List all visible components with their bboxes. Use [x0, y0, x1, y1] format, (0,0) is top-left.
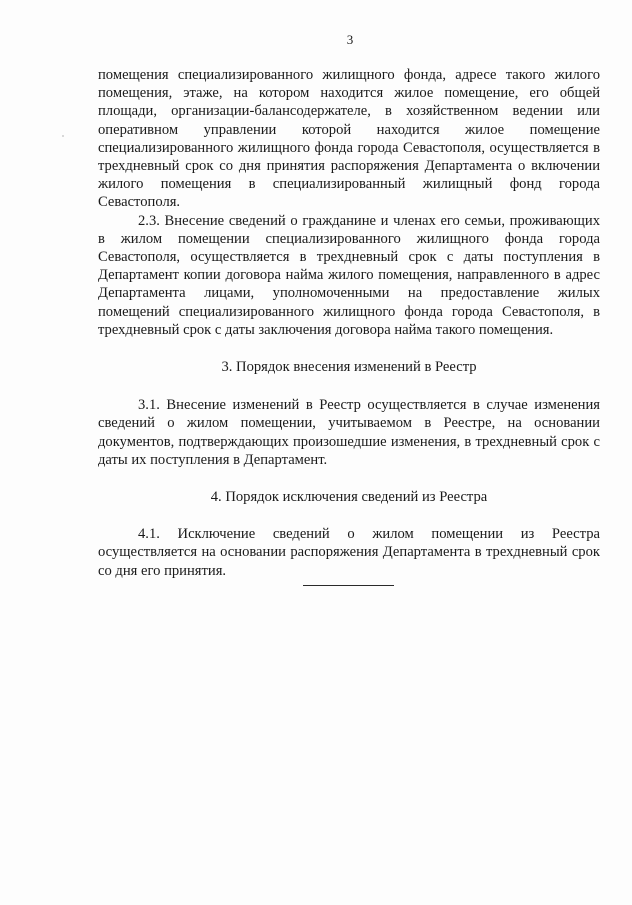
- section-heading-4: 4. Порядок исключения сведений из Реестра: [210, 489, 488, 506]
- section-heading-3: 3. Порядок внесения изменений в Реестр: [221, 359, 477, 376]
- document-body: [98, 66, 600, 580]
- scan-speck: [62, 135, 64, 137]
- paragraph-2-3: 2.3. Внесение сведений о гражданине и членах его семьи, проживающих в жилом помещении специализированного жилищного фонда города Севастополя, осуществляется в трехдневный срок с даты поступления в Департамент копии договора найма жилого помещения, направленного в адрес Департамента лицами, уполномоченными на предоставление жилых помещений специализированного жилищного фонда города Севастополя, в трехдневный срок с даты заключения договора найма такого помещения.: [98, 212, 600, 338]
- paragraph-continuation: помещения специализированного жилищного фонда, адресе такого жилого помещения, этаже, на котором находится жилое помещение, его общей площади, организации-балансодержателе, в хозяйственном ведении или оперативном управлении которой находится жилое помещение специализированного жилищного фонда города Севастополя, осуществляется в трехдневный срок со дня принятия распоряжения Департамента о включении жилого помещения в специализированный жилищный фонд города Севастополя.: [98, 67, 600, 211]
- page-number: 3: [346, 32, 354, 47]
- end-of-text-rule: [303, 585, 394, 586]
- paragraph-4-1: 4.1. Исключение сведений о жилом помещении из Реестра осуществляется на основании распоряжения Департамента в трехдневный срок со дня его принятия.: [98, 526, 600, 579]
- paragraph-3-1: 3.1. Внесение изменений в Реестр осуществляется в случае изменения сведений о жилом помещении, учитываемом в Реестре, на основании документов, подтверждающих произошедшие изменения, в трехдневный срок с даты их поступления в Департамент.: [98, 397, 600, 468]
